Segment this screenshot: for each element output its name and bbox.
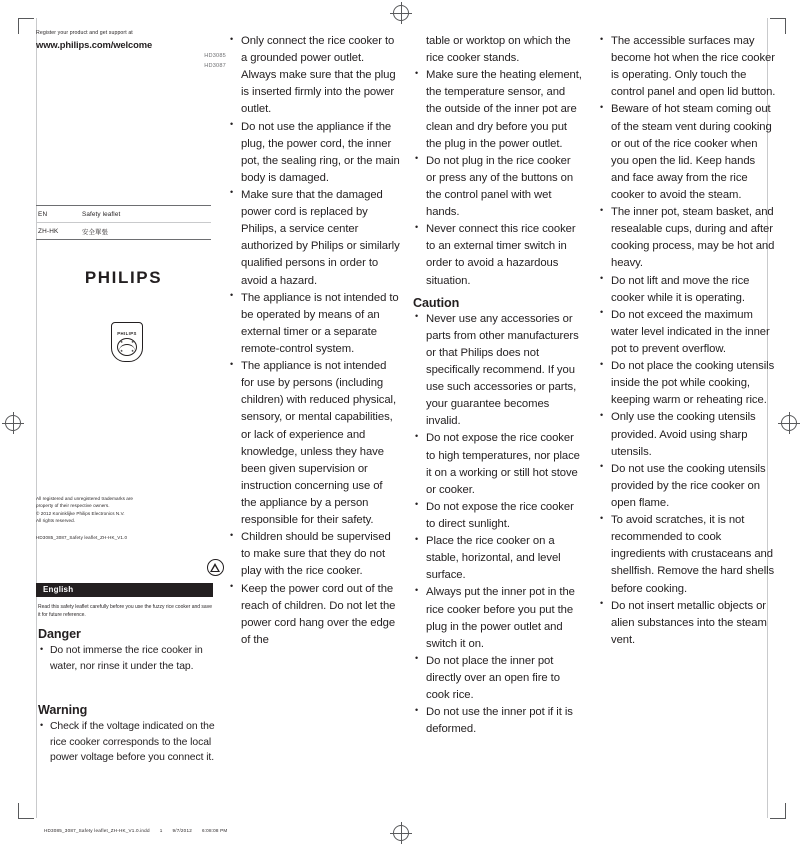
list-item: • The appliance is not intended for use by persons (including children) with reduced physical, sensory, or mental capabilities, or lack of experience and knowledge, unless they have been given supervision or instruction concerning use of the appliance by a person responsible for their safety. [228,358,400,529]
text-column-two [228,33,400,649]
philips-wordmark: PHILIPS [84,268,163,287]
danger-section [38,627,220,674]
recycle-badge-icon [207,559,224,576]
registration-mark-left [2,412,24,434]
list-item: • The inner pot, steam basket, and resealable cups, during and after cooking process, may be hot and heavy. [598,204,776,272]
imposition-slug [44,828,227,833]
language-code: ZH-HK [38,227,59,235]
caution-list-col4 [598,33,776,649]
list-item: • Make sure the heating element, the temperature sensor, and the outside of the inner pot are clean and dry before you put the plug in the power outlet. [413,67,583,153]
danger-list [38,643,220,674]
list-item: • Do not use the cooking utensils provided by the rice cooker on open flame. [598,461,776,512]
text-column-three [413,33,583,738]
cover-panel [36,30,226,820]
legal-line: © 2012 Koninklijke Philips Electronics N.V. [36,510,125,516]
danger-heading: Danger [38,627,81,641]
list-item: • The accessible surfaces may become hot when the rice cooker is operating. Only touch the control panel and open lid button. [598,33,776,101]
imposition-filename: HD3085_3087_Safety leaflet_ZH-HK_V1.0.indd [44,828,150,833]
language-row [36,206,211,223]
list-item: • Do not insert metallic objects or alien substances into the steam vent. [598,598,776,649]
philips-welcome-url[interactable]: www.philips.com/welcome [36,39,153,50]
legal-line: property of their respective owners. [36,503,110,509]
caution-heading: Caution [413,295,460,310]
list-item: • Do not use the appliance if the plug, the power cord, the inner pot, the sealing ring, or the main body is damaged. [228,119,400,187]
language-document-name: 安全單張 [82,228,108,236]
imposition-time: 6:08:08 PM [201,828,228,833]
language-document-name: Safety leaflet [82,210,121,218]
register-product-line: Register your product and get support at [36,30,133,36]
model-number: HD3085 [204,53,226,59]
list-item: • Do not use the inner pot if it is deformed. [413,704,583,738]
list-item: • Keep the power cord out of the reach of children. Do not let the power cord hang over the edge of the [228,581,400,649]
warning-section [38,703,220,766]
list-item: • Only use the cooking utensils provided. Avoid using sharp utensils. [598,409,776,460]
warning-list-col3 [413,33,583,290]
list-item: • Do not exceed the maximum water level indicated in the inner pot to prevent overflow. [598,307,776,358]
list-item: • To avoid scratches, it is not recommended to cook ingredients with crustaceans and shellfish. Remove the hard shells before cooking. [598,512,776,598]
list-item: • Do not lift and move the rice cooker while it is operating. [598,273,776,307]
legal-notice [36,495,212,541]
list-item: • Children should be supervised to make sure that they do not play with the rice cooker. [228,529,400,580]
philips-shield-label: PHILIPS [117,331,137,336]
legal-line: All registered and unregistered trademarks are [36,496,134,501]
warning-list-col1 [38,719,220,766]
caution-list-col3 [413,311,583,739]
list-item: • Never use any accessories or parts from other manufacturers or that Philips does not specifically recommend. If you use such accessories or parts, your guarantee becomes invalid. [413,311,583,431]
list-item: • Always put the inner pot in the rice cooker before you put the plug in the power outlet and switch it on. [413,584,583,652]
warning-heading: Warning [38,703,88,717]
imposition-page: 1 [159,828,163,833]
list-item: • The appliance is not intended to be operated by means of an external timer or a separate remote-control system. [228,290,400,358]
list-item: • Do not plug in the rice cooker or press any of the buttons on the control panel with wet hands. [413,153,583,221]
list-item: • Beware of hot steam coming out of the steam vent during cooking or out of the rice cooker when you open the lid. Keep hands and face away from the rice cooker to avoid the steam. [598,101,776,204]
text-column-four [598,33,776,649]
registration-mark-bottom [390,822,412,844]
list-item: • Place the rice cooker on a stable, horizontal, and level surface. [413,533,583,584]
language-banner-english: English [36,583,213,597]
list-item-continuation: table or worktop on which the rice cooker stands. [426,35,571,65]
list-item: • Do not expose the rice cooker to high temperatures, nor place it on a working or still hot stove or cooker. [413,430,583,498]
list-item: • Do not place the cooking utensils inside the pot while cooking, keeping warm or reheating rice. [598,358,776,409]
list-item: • Check if the voltage indicated on the rice cooker corresponds to the local power voltage before you connect it. [38,719,220,766]
philips-shield-logo-icon: PHILIPS ★ ★ ★ ★ [111,322,143,362]
intro-paragraph: Read this safety leaflet carefully before you use the fuzzy rice cooker and save it for future reference. [38,604,212,619]
registration-mark-right [778,412,800,434]
list-item: • Only connect the rice cooker to a grounded power outlet. Always make sure that the plug is inserted firmly into the power outlet. [228,33,400,119]
warning-list-col2 [228,33,400,649]
language-row [36,223,211,240]
imposition-date: 9/7/2012 [172,828,192,833]
language-code: EN [38,210,48,218]
document-file-code: HD3085_3087_Safety leaflet_ZH-HK_V1.0 [36,534,128,540]
list-item: • Do not place the inner pot directly over an open fire to cook rice. [413,653,583,704]
list-item: • Do not expose the rice cooker to direct sunlight. [413,499,583,533]
model-number-list [204,52,226,72]
language-table [36,205,211,240]
model-number: HD3087 [204,62,226,69]
list-item: • Never connect this rice cooker to an external timer switch in order to avoid a hazardous situation. [413,221,583,289]
legal-line: All rights reserved. [36,518,76,524]
list-item: • Make sure that the damaged power cord is replaced by Philips, a service center authorized by Philips or similarly qualified persons in order to avoid a hazard. [228,187,400,290]
list-item: • Do not immerse the rice cooker in water, nor rinse it under the tap. [38,643,220,674]
